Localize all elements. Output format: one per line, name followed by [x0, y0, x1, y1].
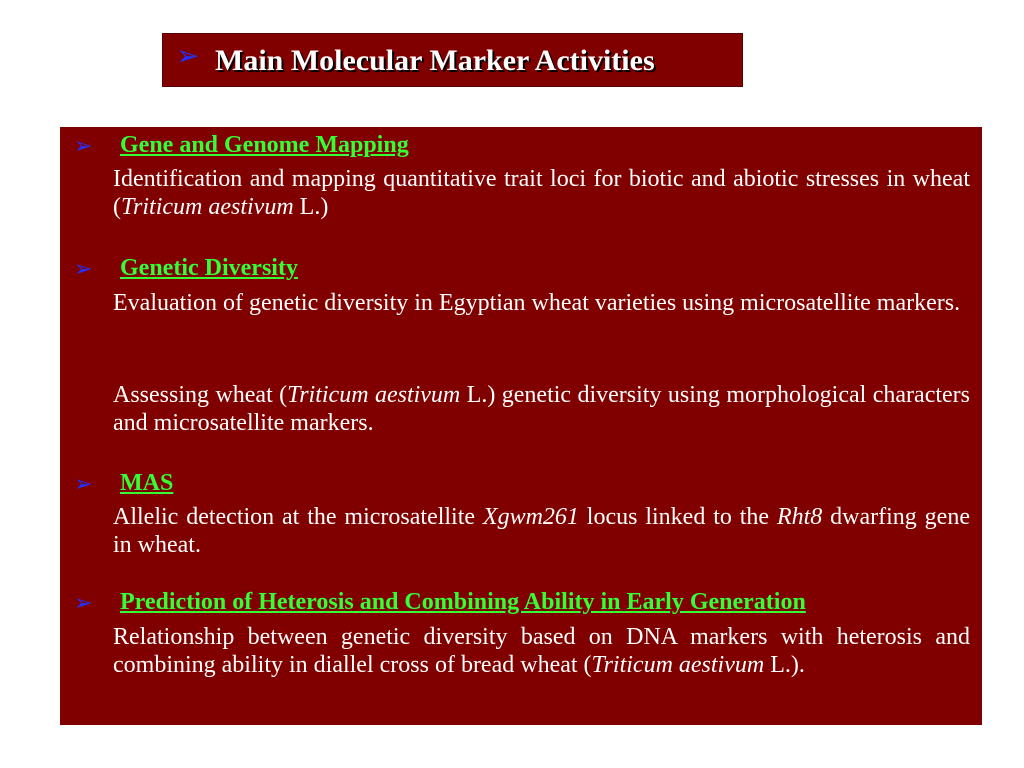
section-heading-gene-mapping: Gene and Genome Mapping: [120, 132, 409, 158]
section-heading-genetic-diversity: Genetic Diversity: [120, 255, 298, 281]
section-heading-mas: MAS: [120, 470, 174, 496]
section-heading-heterosis: Prediction of Heterosis and Combining Ability in Early Generation: [120, 589, 806, 615]
slide-title: Main Molecular Marker Activities: [215, 44, 655, 77]
arrow-bullet-icon: ➢: [176, 41, 200, 72]
arrow-bullet-icon: ➢: [74, 256, 93, 281]
arrow-bullet-icon: ➢: [74, 590, 93, 615]
section-paragraph: Allelic detection at the microsatellite Xgwm261 locus linked to the Rht8 dwarfing gene in wheat.: [113, 504, 970, 558]
section-paragraph: Assessing wheat (Triticum aestivum L.) genetic diversity using morphological characters and microsatellite markers.: [113, 382, 970, 436]
section-paragraph: Evaluation of genetic diversity in Egyptian wheat varieties using microsatellite markers.: [113, 290, 961, 316]
content-panel: [60, 127, 982, 725]
section-paragraph: Identification and mapping quantitative trait loci for biotic and abiotic stresses in wheat (Triticum aestivum L.): [113, 166, 970, 220]
arrow-bullet-icon: ➢: [74, 471, 93, 496]
arrow-bullet-icon: ➢: [74, 133, 93, 158]
title-box: [162, 33, 743, 87]
section-paragraph: Relationship between genetic diversity based on DNA markers with heterosis and combining ability in diallel cross of bread wheat (Triticum aestivum L.).: [113, 624, 970, 678]
